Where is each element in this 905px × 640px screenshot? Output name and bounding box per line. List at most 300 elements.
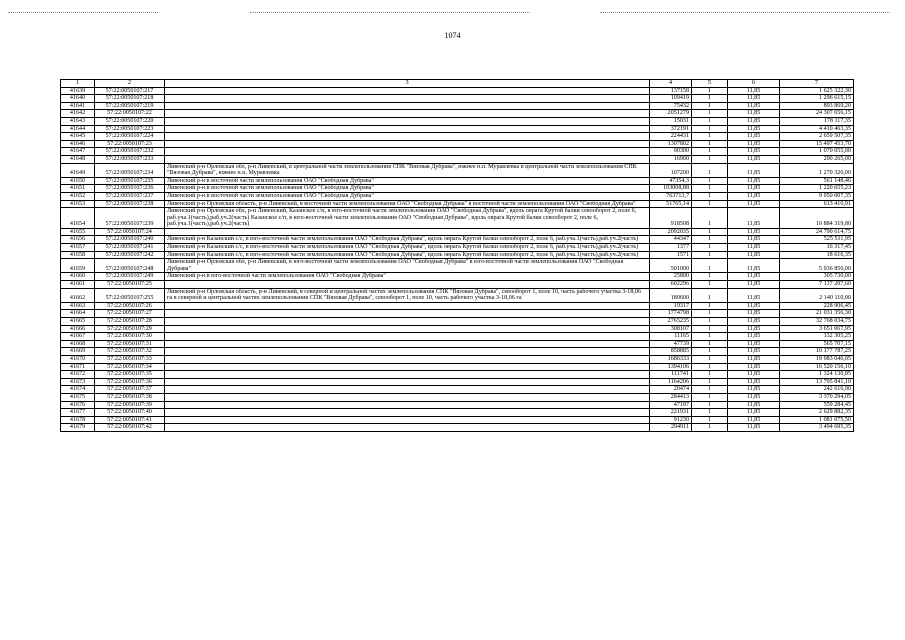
coefficient-cell: 1 [692, 192, 728, 200]
cadastral-number-cell: 57:22:0050107:217 [95, 87, 165, 95]
cadastral-number-cell: 57:22:0050107:36 [95, 378, 165, 386]
cadastral-value-cell: 2 659 507,35 [780, 133, 854, 141]
table-row [61, 386, 854, 394]
area-cell: 103008,88 [650, 185, 692, 193]
coefficient-cell: 1 [692, 288, 728, 302]
cadastral-value-cell: 228 906,45 [780, 302, 854, 310]
coefficient-cell: 1 [692, 244, 728, 252]
rate-cell: 11,85 [728, 348, 780, 356]
table-row [61, 208, 854, 229]
cadastral-number-cell: 57:22:0050107:235 [95, 177, 165, 185]
area-cell: 224431 [650, 133, 692, 141]
header-cell: 6 [728, 80, 780, 88]
table-row [61, 302, 854, 310]
coefficient-cell: 1 [692, 228, 728, 236]
table-row [61, 281, 854, 289]
location-description-cell: Ливенский р-н Орловская обл, р-н Ливенский, в центральной части землепользования СПК "Вязовая Дубрава", южнее н.п. Муравлевка в центральной части землепользования СПК "Вязовая Дубрава", южнее н.п. Муравлевка [165, 163, 650, 177]
cadastral-number-cell: 57:22:0050107:219 [95, 102, 165, 110]
rate-cell: 11,85 [728, 102, 780, 110]
table-row [61, 87, 854, 95]
rate-cell: 11,85 [728, 140, 780, 148]
table-row [61, 371, 854, 379]
row-number-cell: 41646 [61, 140, 95, 148]
coefficient-cell: 1 [692, 348, 728, 356]
cadastral-number-cell: 57:22:0050107:220 [95, 117, 165, 125]
area-cell: 180600 [650, 288, 692, 302]
area-cell: 602296 [650, 281, 692, 289]
table-row [61, 110, 854, 118]
location-description-cell [165, 416, 650, 424]
rate-cell: 11,85 [728, 192, 780, 200]
coefficient-cell: 1 [692, 236, 728, 244]
cadastral-number-cell: 57:22:0050107:249 [95, 273, 165, 281]
cadastral-number-cell: 57:22:0050107:224 [95, 133, 165, 141]
cadastral-number-cell: 57:22:0050107:28 [95, 318, 165, 326]
rate-cell: 11,85 [728, 416, 780, 424]
coefficient-cell: 1 [692, 401, 728, 409]
area-cell: 25800 [650, 273, 692, 281]
cadastral-value-cell: 200 265,00 [780, 155, 854, 163]
table-row [61, 333, 854, 341]
row-number-cell: 41654 [61, 208, 95, 229]
cadastral-value-cell: 24 790 614,75 [780, 228, 854, 236]
location-description-cell: Ливенский р-н в восточной части землепользования ОАО "Свободная Дубрава" [165, 177, 650, 185]
location-description-cell: Ливенский р-н Казанский с/с, в юго-восточной части землепользования ОАО "Свободная Дубрава", вдоль оврага Крутой балки севооборот 2, поле 6, раб.уча.1(часть),раб.уч.2(часть) [165, 251, 650, 259]
location-description-cell [165, 325, 650, 333]
cadastral-value-cell: 2 140 110,00 [780, 288, 854, 302]
row-number-cell: 41675 [61, 393, 95, 401]
cadastral-number-cell: 57:22:0050107:242 [95, 251, 165, 259]
row-number-cell: 41651 [61, 185, 95, 193]
row-number-cell: 41659 [61, 259, 95, 273]
location-description-cell [165, 340, 650, 348]
area-cell: 20474 [650, 386, 692, 394]
location-description-cell [165, 363, 650, 371]
area-cell: 501000 [650, 259, 692, 273]
area-cell: 294911 [650, 424, 692, 432]
cadastral-value-cell: 1 270 320,00 [780, 163, 854, 177]
table-row [61, 273, 854, 281]
cadastral-value-cell: 10 884 319,80 [780, 208, 854, 229]
table-row [61, 288, 854, 302]
table-row [61, 310, 854, 318]
rate-cell: 11,85 [728, 251, 780, 259]
rate-cell: 11,85 [728, 148, 780, 156]
header-row [61, 80, 854, 88]
cadastral-value-cell: 1 296 615,15 [780, 95, 854, 103]
location-description-cell: Ливенский р-н Казанский с/с, в юго-восточной части землепользования ОАО "Свободная Дубрава", вдоль оврага Крутой балки севооборот 2, поле 6, раб.уча.1(часть),раб.уч.2(часть) [165, 244, 650, 252]
row-number-cell: 41652 [61, 192, 95, 200]
area-cell: 1164206 [650, 378, 692, 386]
cadastral-number-cell: 57:22:0050107:31 [95, 340, 165, 348]
rate-cell: 11,85 [728, 117, 780, 125]
rate-cell: 11,85 [728, 208, 780, 229]
rate-cell: 11,85 [728, 401, 780, 409]
cadastral-value-cell: 32 768 034,75 [780, 318, 854, 326]
coefficient-cell: 1 [692, 333, 728, 341]
location-description-cell: Ливенский р-н в восточной части землепользования ОАО "Свободная Дубрава" [165, 185, 650, 193]
area-cell: 918508 [650, 208, 692, 229]
cadastral-number-cell: 57:22:0050107:33 [95, 355, 165, 363]
location-description-cell [165, 401, 650, 409]
rate-cell: 11,85 [728, 133, 780, 141]
area-cell: 137158 [650, 87, 692, 95]
row-number-cell: 41668 [61, 340, 95, 348]
cadastral-value-cell: 1 220 655,23 [780, 185, 854, 193]
location-description-cell [165, 424, 650, 432]
area-cell: 47739 [650, 340, 692, 348]
area-cell: 90300 [650, 148, 692, 156]
table-row [61, 140, 854, 148]
table-row [61, 148, 854, 156]
cadastral-value-cell: 613 416,91 [780, 200, 854, 208]
header-cell: 3 [165, 80, 650, 88]
row-number-cell: 41664 [61, 310, 95, 318]
table-row [61, 117, 854, 125]
row-number-cell: 41644 [61, 125, 95, 133]
rate-cell: 11,85 [728, 302, 780, 310]
cadastral-number-cell: 57:22:0050107:233 [95, 155, 165, 163]
cadastral-value-cell: 15 497 453,70 [780, 140, 854, 148]
cadastral-number-cell: 57:22:0050107:32 [95, 348, 165, 356]
cadastral-number-cell: 57:22:0050107:40 [95, 409, 165, 417]
cadastral-number-cell: 57:22:0050107:248 [95, 259, 165, 273]
row-number-cell: 41655 [61, 228, 95, 236]
header-cell: 5 [692, 80, 728, 88]
coefficient-cell: 1 [692, 310, 728, 318]
area-cell: 858885 [650, 348, 692, 356]
cadastral-value-cell: 525 511,95 [780, 236, 854, 244]
area-cell: 1774798 [650, 310, 692, 318]
row-number-cell: 41649 [61, 163, 95, 177]
cadastral-value-cell: 4 410 463,35 [780, 125, 854, 133]
rate-cell: 11,85 [728, 340, 780, 348]
row-number-cell: 41656 [61, 236, 95, 244]
scan-artifact [250, 12, 530, 14]
scan-artifact [8, 12, 158, 14]
table-row [61, 251, 854, 259]
location-description-cell [165, 95, 650, 103]
cadastral-number-cell: 57:22:0050107:41 [95, 416, 165, 424]
row-number-cell: 41662 [61, 288, 95, 302]
location-description-cell [165, 87, 650, 95]
location-description-cell [165, 155, 650, 163]
table-row [61, 259, 854, 273]
coefficient-cell: 1 [692, 251, 728, 259]
area-cell: 1571 [650, 251, 692, 259]
header-cell: 1 [61, 80, 95, 88]
row-number-cell: 41679 [61, 424, 95, 432]
rate-cell: 11,85 [728, 110, 780, 118]
cadastral-value-cell: 1 324 130,85 [780, 371, 854, 379]
location-description-cell [165, 393, 650, 401]
location-description-cell [165, 386, 650, 394]
area-cell: 16900 [650, 155, 692, 163]
coefficient-cell: 1 [692, 140, 728, 148]
cadastral-number-cell: 57:22:0050107:223 [95, 125, 165, 133]
coefficient-cell: 1 [692, 302, 728, 310]
area-cell: 2092035 [650, 228, 692, 236]
cadastral-number-cell: 57:22:0050107:29 [95, 325, 165, 333]
coefficient-cell: 1 [692, 409, 728, 417]
cadastral-number-cell: 57:22:0050107:37 [95, 386, 165, 394]
table-row [61, 236, 854, 244]
location-description-cell [165, 228, 650, 236]
cadastral-value-cell: 9 050 007,35 [780, 192, 854, 200]
row-number-cell: 41641 [61, 102, 95, 110]
coefficient-cell: 1 [692, 281, 728, 289]
coefficient-cell: 1 [692, 163, 728, 177]
rate-cell: 11,85 [728, 288, 780, 302]
coefficient-cell: 1 [692, 155, 728, 163]
land-registry-table [60, 79, 854, 432]
row-number-cell: 41666 [61, 325, 95, 333]
area-cell: 109419 [650, 95, 692, 103]
row-number-cell: 41660 [61, 273, 95, 281]
cadastral-number-cell: 57:22:0050107:218 [95, 95, 165, 103]
location-description-cell [165, 302, 650, 310]
cadastral-value-cell: 7 137 207,60 [780, 281, 854, 289]
cadastral-value-cell: 3 651 067,95 [780, 325, 854, 333]
row-number-cell: 41676 [61, 401, 95, 409]
table-row [61, 133, 854, 141]
cadastral-number-cell: 57:22:0050107:24 [95, 228, 165, 236]
area-cell: 111741 [650, 371, 692, 379]
cadastral-number-cell: 57:22:0050107:241 [95, 244, 165, 252]
location-description-cell: Ливенский р-н Орловская обл, р-н Ливенский, Казанское с/п, в юго-восточной части землепользования ОАО "Свободная Дубрава", вдоль оврага Крутой балки севооборот 2, поле 6, раб.уча.1(часть),раб.уч.2(часть) Казанское с/п, в юго-восточной части землепользования ОАО "Свободная Дубрава", вдоль оврага Крутой балки севооборот 2, поле 6, раб.уча.1(часть),раб.уч.2(часть) [165, 208, 650, 229]
row-number-cell: 41640 [61, 95, 95, 103]
coefficient-cell: 1 [692, 148, 728, 156]
location-description-cell [165, 409, 650, 417]
row-number-cell: 41653 [61, 200, 95, 208]
table-row [61, 416, 854, 424]
rate-cell: 11,85 [728, 393, 780, 401]
row-number-cell: 41658 [61, 251, 95, 259]
coefficient-cell: 1 [692, 393, 728, 401]
coefficient-cell: 1 [692, 185, 728, 193]
coefficient-cell: 1 [692, 325, 728, 333]
table-row [61, 325, 854, 333]
area-cell: 107200 [650, 163, 692, 177]
coefficient-cell: 1 [692, 424, 728, 432]
table-row [61, 155, 854, 163]
cadastral-number-cell: 57:22:0050107:38 [95, 393, 165, 401]
coefficient-cell: 1 [692, 110, 728, 118]
rate-cell: 11,85 [728, 310, 780, 318]
cadastral-number-cell: 57:22:0050107:22 [95, 110, 165, 118]
coefficient-cell: 1 [692, 386, 728, 394]
rate-cell: 11,85 [728, 244, 780, 252]
area-cell: 19317 [650, 302, 692, 310]
table-row [61, 318, 854, 326]
coefficient-cell: 1 [692, 95, 728, 103]
table-row [61, 393, 854, 401]
cadastral-value-cell: 5 936 850,00 [780, 259, 854, 273]
coefficient-cell: 1 [692, 416, 728, 424]
rate-cell: 11,85 [728, 200, 780, 208]
cadastral-value-cell: 10 177 787,25 [780, 348, 854, 356]
page-number: 1074 [444, 31, 461, 40]
area-cell: 2765235 [650, 318, 692, 326]
cadastral-number-cell: 57:22:0050107:30 [95, 333, 165, 341]
location-description-cell [165, 333, 650, 341]
table-row [61, 185, 854, 193]
location-description-cell [165, 355, 650, 363]
row-number-cell: 41650 [61, 177, 95, 185]
rate-cell: 11,85 [728, 409, 780, 417]
cadastral-value-cell: 13 795 841,10 [780, 378, 854, 386]
table-row [61, 363, 854, 371]
location-description-cell: Ливенский р-н Орловская область, р-н Ливенский, в северной и центральной частях землепользования СПК "Вязовая Дубрава", севооборот 1, поле 10, часть рабочего участка 3-18,06 га в северной и центральной частях землепользования СПК "Вязовая Дубрава", севооборот 1, поле 10, часть рабочего участка 3-18,06 га [165, 288, 650, 302]
location-description-cell: Ливенский р-н в восточной части землепользования ОАО "Свободная Дубрава" [165, 192, 650, 200]
cadastral-number-cell: 57:22:0050107:234 [95, 163, 165, 177]
cadastral-value-cell: 559 284,45 [780, 401, 854, 409]
location-description-cell [165, 133, 650, 141]
cadastral-value-cell: 16 317,45 [780, 244, 854, 252]
coefficient-cell: 1 [692, 378, 728, 386]
table-row [61, 102, 854, 110]
table-row [61, 125, 854, 133]
coefficient-cell: 1 [692, 177, 728, 185]
row-number-cell: 41669 [61, 348, 95, 356]
rate-cell: 11,85 [728, 185, 780, 193]
rate-cell: 11,85 [728, 259, 780, 273]
header-cell: 2 [95, 80, 165, 88]
table-row [61, 163, 854, 177]
row-number-cell: 41642 [61, 110, 95, 118]
area-cell: 1377 [650, 244, 692, 252]
rate-cell: 11,85 [728, 236, 780, 244]
cadastral-number-cell: 57:22:0050107:39 [95, 401, 165, 409]
rate-cell: 11,85 [728, 325, 780, 333]
area-cell: 1686333 [650, 355, 692, 363]
area-cell: 15031 [650, 117, 692, 125]
cadastral-value-cell: 24 307 656,15 [780, 110, 854, 118]
area-cell: 47197 [650, 401, 692, 409]
area-cell: 308107 [650, 325, 692, 333]
cadastral-value-cell: 305 730,00 [780, 273, 854, 281]
row-number-cell: 41645 [61, 133, 95, 141]
cadastral-value-cell: 1 070 055,00 [780, 148, 854, 156]
rate-cell: 11,85 [728, 355, 780, 363]
rate-cell: 11,85 [728, 163, 780, 177]
header-cell: 7 [780, 80, 854, 88]
rate-cell: 11,85 [728, 333, 780, 341]
cadastral-number-cell: 57:22:0050107:25 [95, 281, 165, 289]
location-description-cell [165, 117, 650, 125]
cadastral-value-cell: 893 869,20 [780, 102, 854, 110]
rate-cell: 11,85 [728, 228, 780, 236]
table-row [61, 401, 854, 409]
coefficient-cell: 1 [692, 273, 728, 281]
cadastral-value-cell: 565 707,15 [780, 340, 854, 348]
cadastral-value-cell: 3 494 695,35 [780, 424, 854, 432]
cadastral-number-cell: 57:22:0050107:26 [95, 302, 165, 310]
coefficient-cell: 1 [692, 371, 728, 379]
location-description-cell [165, 125, 650, 133]
cadastral-number-cell: 57:22:0050107:23 [95, 140, 165, 148]
cadastral-value-cell: 178 117,35 [780, 117, 854, 125]
coefficient-cell: 1 [692, 340, 728, 348]
table-row [61, 177, 854, 185]
area-cell: 75432 [650, 102, 692, 110]
rate-cell: 11,85 [728, 177, 780, 185]
location-description-cell [165, 148, 650, 156]
cadastral-number-cell: 57:22:0050107:232 [95, 148, 165, 156]
rate-cell: 11,85 [728, 318, 780, 326]
table-row [61, 95, 854, 103]
row-number-cell: 41678 [61, 416, 95, 424]
cadastral-value-cell: 21 031 356,30 [780, 310, 854, 318]
location-description-cell [165, 371, 650, 379]
cadastral-value-cell: 18 616,35 [780, 251, 854, 259]
cadastral-number-cell: 57:22:0050107:240 [95, 236, 165, 244]
coefficient-cell: 1 [692, 355, 728, 363]
area-cell: 221931 [650, 409, 692, 417]
table-row [61, 340, 854, 348]
area-cell: 284413 [650, 393, 692, 401]
cadastral-number-cell: 57:22:0050107:237 [95, 192, 165, 200]
table-row [61, 244, 854, 252]
table-row [61, 409, 854, 417]
location-description-cell [165, 318, 650, 326]
rate-cell: 11,85 [728, 371, 780, 379]
location-description-cell: Ливенский р-н в юго-восточной части землепользования ОАО "Свободная Дубрава" [165, 273, 650, 281]
row-number-cell: 41672 [61, 371, 95, 379]
cadastral-number-cell: 57:22:0050107:236 [95, 185, 165, 193]
location-description-cell: Ливенский р-н Орловская обл, р-н Ливенский, в юго-восточной части землепользования ОАО "Свободная Дубрава" в юго-восточной части землепользования ОАО "Свободная Дубрава" [165, 259, 650, 273]
cadastral-number-cell: 57:22:0050107:255 [95, 288, 165, 302]
area-cell: 1307802 [650, 140, 692, 148]
row-number-cell: 41648 [61, 155, 95, 163]
coefficient-cell: 1 [692, 208, 728, 229]
scan-artifact [600, 12, 890, 14]
rate-cell: 11,85 [728, 87, 780, 95]
rate-cell: 11,85 [728, 273, 780, 281]
location-description-cell [165, 140, 650, 148]
cadastral-number-cell: 57:22:0050107:238 [95, 200, 165, 208]
coefficient-cell: 1 [692, 363, 728, 371]
cadastral-value-cell: 242 616,90 [780, 386, 854, 394]
coefficient-cell: 1 [692, 87, 728, 95]
area-cell: 47354,3 [650, 177, 692, 185]
cadastral-value-cell: 2 629 882,35 [780, 409, 854, 417]
area-cell: 91230 [650, 416, 692, 424]
area-cell: 2051279 [650, 110, 692, 118]
cadastral-value-cell: 561 148,46 [780, 177, 854, 185]
table-row [61, 378, 854, 386]
area-cell: 372191 [650, 125, 692, 133]
cadastral-value-cell: 3 370 294,05 [780, 393, 854, 401]
rate-cell: 11,85 [728, 155, 780, 163]
header-cell: 4 [650, 80, 692, 88]
row-number-cell: 41667 [61, 333, 95, 341]
cadastral-number-cell: 57:22:0050107:27 [95, 310, 165, 318]
location-description-cell [165, 281, 650, 289]
cadastral-value-cell: 132 305,25 [780, 333, 854, 341]
rate-cell: 11,85 [728, 95, 780, 103]
rate-cell: 11,85 [728, 378, 780, 386]
location-description-cell [165, 110, 650, 118]
table-row [61, 200, 854, 208]
row-number-cell: 41677 [61, 409, 95, 417]
location-description-cell [165, 310, 650, 318]
table-row [61, 192, 854, 200]
row-number-cell: 41663 [61, 302, 95, 310]
cadastral-number-cell: 57:22:0050107:34 [95, 363, 165, 371]
coefficient-cell: 1 [692, 318, 728, 326]
table-row [61, 348, 854, 356]
